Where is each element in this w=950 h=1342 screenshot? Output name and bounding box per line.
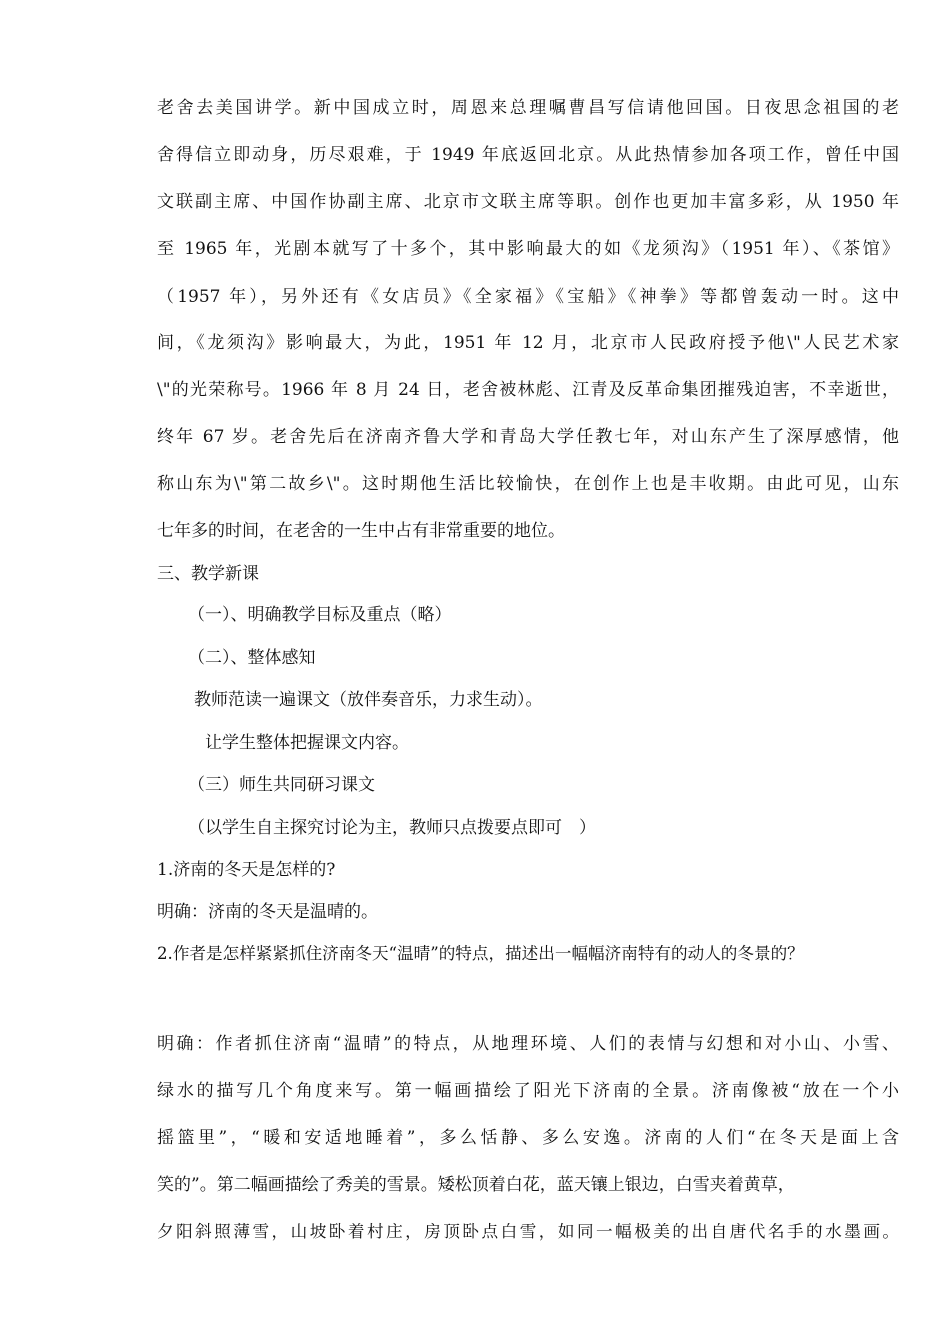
body-text-line: 舍得信立即动身，历尽艰难，于 1949 年底返回北京。从此热情参加各项工作，曾任中国 <box>157 145 899 165</box>
subheading-overall-perception: （二）、整体感知 <box>188 648 316 668</box>
section-heading: 三、教学新课 <box>157 564 259 584</box>
body-text-line: 笑的”。第二幅画描绘了秀美的雪景。矮松顶着白花，蓝天镶上银边，白雪夹着黄草， <box>157 1175 795 1195</box>
body-text-line: 明确：作者抓住济南“温晴”的特点，从地理环境、人们的表情与幻想和对小山、小雪、 <box>157 1034 899 1054</box>
body-text-line: （以学生自主探究讨论为主，教师只点拨要点即可 ） <box>188 818 596 838</box>
body-text-line: 让学生整体把握课文内容。 <box>205 733 409 753</box>
question-1: 1.济南的冬天是怎样的? <box>157 860 336 880</box>
question-2: 2.作者是怎样紧紧抓住济南冬天“温晴”的特点，描述出一幅幅济南特有的动人的冬景的？ <box>157 944 804 963</box>
body-text-line: 至 1965 年，光剧本就写了十多个，其中影响最大的如《龙须沟》（1951 年）、《茶馆》 <box>157 239 899 259</box>
body-text-line: 摇篮里”，“暖和安适地睡着”，多么恬静、多么安逸。济南的人们“在冬天是面上含 <box>157 1128 899 1148</box>
body-text-line: 间，《龙须沟》影响最大，为此，1951 年 12 月，北京市人民政府授予他\"人民艺术家 <box>157 333 899 353</box>
body-text-line: 称山东为\"第二故乡\"。这时期他生活比较愉快，在创作上也是丰收期。由此可见，山东 <box>157 474 899 494</box>
subheading-objectives: （一）、明确教学目标及重点（略） <box>188 605 452 625</box>
body-text-line: （1957 年），另外还有《女店员》《全家福》《宝船》《神拳》等都曾轰动一时。这中 <box>157 287 899 307</box>
body-text-line: 终年 67 岁。老舍先后在济南齐鲁大学和青岛大学任教七年，对山东产生了深厚感情，他 <box>157 427 899 447</box>
body-text-line: 老舍去美国讲学。新中国成立时，周恩来总理嘱曹昌写信请他回国。日夜思念祖国的老 <box>157 98 899 118</box>
body-text-line: 文联副主席、中国作协副主席、北京市文联主席等职。创作也更加丰富多彩，从 1950 年 <box>157 192 899 212</box>
body-text-line: 夕阳斜照薄雪，山坡卧着村庄，房顶卧点白雪，如同一幅极美的出自唐代名手的水墨画。 <box>157 1222 899 1241</box>
subheading-joint-study: （三）师生共同研习课文 <box>188 775 375 795</box>
body-text-line: \"的光荣称号。1966 年 8 月 24 日，老舍被林彪、江青及反革命集团摧残迫害，不幸逝世， <box>157 380 899 400</box>
body-text-line: 绿水的描写几个角度来写。第一幅画描绘了阳光下济南的全景。济南像被“放在一个小 <box>157 1081 899 1101</box>
body-text-line: 七年多的时间，在老舍的一生中占有非常重要的地位。 <box>157 521 565 541</box>
body-text-line: 教师范读一遍课文（放伴奏音乐，力求生动）。 <box>194 690 543 710</box>
answer-1: 明确：济南的冬天是温晴的。 <box>157 902 378 922</box>
